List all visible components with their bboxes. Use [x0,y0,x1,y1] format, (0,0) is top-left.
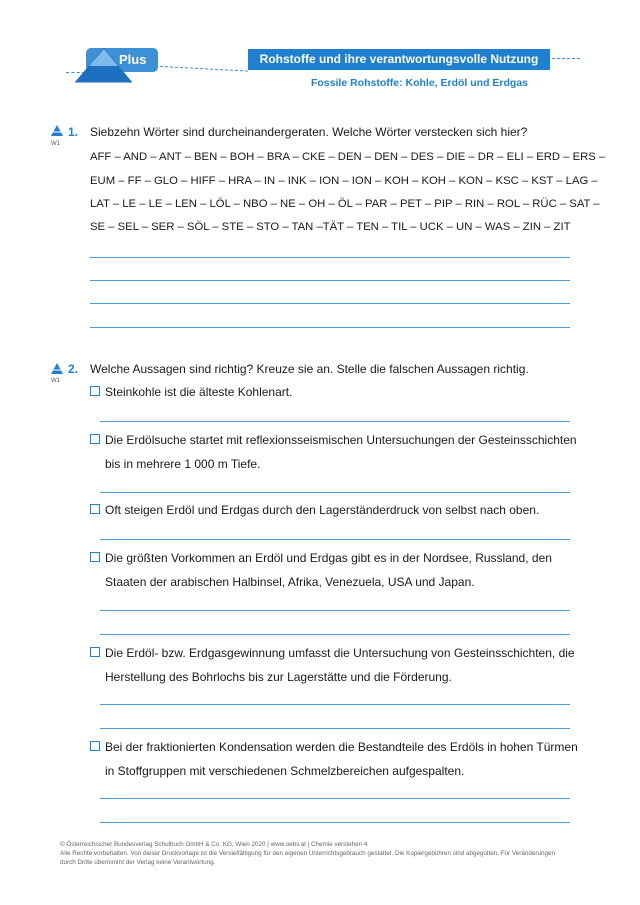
statement-checkbox[interactable] [90,504,100,514]
statement-text: Die Erdöl- bzw. Erdgasgewinnung umfasst die Untersuchung von Gesteinsschichten, die [105,646,575,660]
statement-text: Steinkohle ist die älteste Kohlenart. [105,385,293,399]
answer-line[interactable] [100,822,570,823]
statement-item [90,428,580,476]
triangle-icon [50,362,64,375]
answer-line[interactable] [100,728,570,729]
plus-logo-label: Plus [119,52,147,67]
statement-item [90,735,580,783]
task-1-number: 1. [68,125,79,139]
statement-text: Die Erdölsuche startet mit reflexionsseismischen Untersuchungen der Gesteinsschichten [105,433,577,447]
plus-logo [72,44,162,86]
statement-checkbox[interactable] [90,647,100,657]
statement-item [90,380,580,404]
statement-text-continued: Herstellung des Bohrlochs bis zur Lagerstätte und die Förderung. [105,670,452,684]
answer-line[interactable] [100,634,570,635]
statement-text-continued: Staaten der arabischen Halbinsel, Afrika, Venezuela, USA und Japan. [105,575,475,589]
answer-line[interactable] [100,704,570,705]
answer-line[interactable] [90,280,570,281]
answer-line[interactable] [90,303,570,304]
header-dash-middle [150,65,248,71]
answer-line[interactable] [100,798,570,799]
statement-text-continued: in Stoffgruppen mit verschiedenen Schmelzbereichen aufgespalten. [105,764,465,778]
answer-line[interactable] [100,421,570,422]
page-title: Rohstoffe und ihre verantwortungsvolle Nutzung [248,49,550,70]
footer-rights: Alle Rechte vorbehalten. Von dieser Druckvorlage ist die Vervielfältigung für den eigenen Unterrichtsgebrauch gestattet. Die Kopiergebühren sind abgegolten. Für Veränderungen [60,850,555,857]
answer-line[interactable] [100,610,570,611]
task-2-level: W1 [51,378,60,384]
page-subtitle: Fossile Rohstoffe: Kohle, Erdöl und Erdgas [310,77,528,89]
scramble-line-3: LAT – LE – LE – LEN – LÖL – NBO – NE – OH – ÖL – PAR – PET – PIP – RIN – ROL – RÜC – SAT – [90,198,600,210]
header-dash-right [552,58,580,59]
task-2-number: 2. [68,362,79,376]
statement-checkbox[interactable] [90,434,100,444]
task-1-level: W1 [51,141,60,147]
answer-line[interactable] [90,257,570,258]
statement-text-continued: bis in mehrere 1 000 m Tiefe. [105,457,261,471]
statement-text: Oft steigen Erdöl und Erdgas durch den Lagerständerdruck von selbst nach oben. [105,503,540,517]
answer-line[interactable] [100,539,570,540]
footer-disclaimer: durch Dritte übernimmt der Verlag keine Verantwortung. [60,859,216,866]
triangle-icon [50,124,64,137]
statement-item [90,546,580,594]
statement-checkbox[interactable] [90,552,100,562]
task-1-prompt: Siebzehn Wörter sind durcheinandergeraten. Welche Wörter verstecken sich hier? [90,125,528,139]
answer-line[interactable] [90,327,570,328]
statement-item [90,641,580,689]
footer-copyright: © Österreichischer Bundesverlag Schulbuch GmbH & Co. KG, Wien 2020 | www.oebv.at | Chemie verstehen 4 [60,841,368,848]
scramble-line-1: AFF – AND – ANT – BEN – BOH – BRA – CKE – DEN – DEN – DES – DIE – DR – ELI – ERD – ERS – [90,151,606,163]
statement-checkbox[interactable] [90,386,100,396]
statement-text: Die größten Vorkommen an Erdöl und Erdgas gibt es in der Nordsee, Russland, den [105,551,552,565]
statement-item [90,498,580,522]
statement-checkbox[interactable] [90,741,100,751]
statement-text: Bei der fraktionierten Kondensation werden die Bestandteile des Erdöls in hohen Türmen [105,740,578,754]
task-2-prompt: Welche Aussagen sind richtig? Kreuze sie an. Stelle die falschen Aussagen richtig. [90,362,529,376]
scramble-line-4: SE – SEL – SER – SÖL – STE – STO – TAN –TÄT – TEN – TIL – UCK – UN – WAS – ZIN – ZIT [90,221,571,233]
answer-line[interactable] [100,492,570,493]
scramble-line-2: EUM – FF – GLO – HIFF – HRA – IN – INK – ION – ION – KOH – KOH – KON – KSC – KST – LAG – [90,175,598,187]
